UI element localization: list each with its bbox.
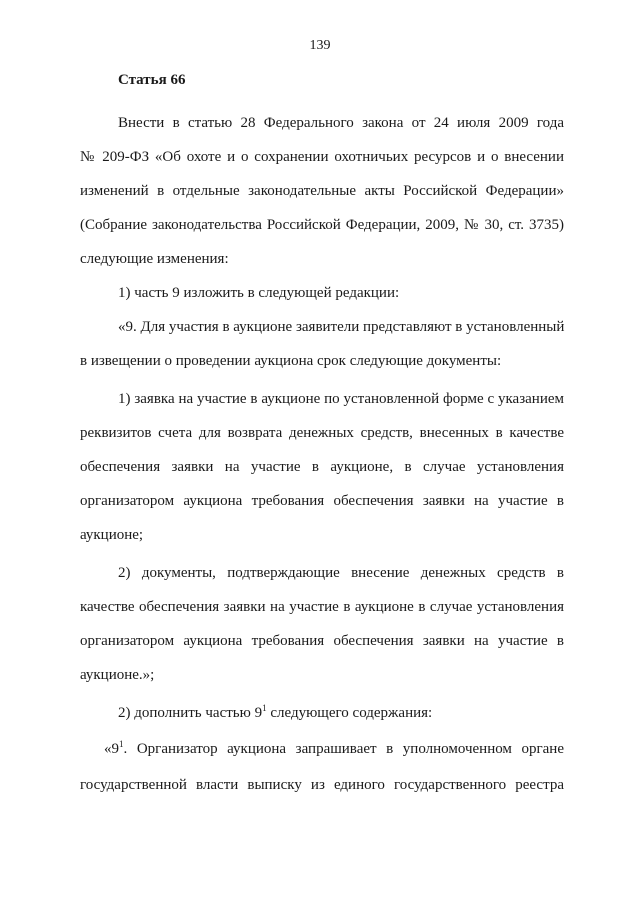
list-item-line: 1) заявка на участие в аукционе по установленной форме с указанием bbox=[118, 391, 564, 407]
paragraph-line: Внести в статью 28 Федерального закона от 24 июля 2009 года bbox=[118, 115, 564, 131]
paragraph-line: № 209-ФЗ «Об охоте и о сохранении охотничьих ресурсов и о внесении bbox=[80, 149, 564, 165]
superscript: 1 bbox=[262, 703, 267, 713]
list-item-line: реквизитов счета для возврата денежных средств, внесенных в качестве bbox=[80, 425, 564, 441]
list-item-line: аукционе.»; bbox=[80, 667, 155, 683]
line-text: следующего содержания: bbox=[266, 705, 433, 721]
list-item-line: организатором аукциона требования обеспечения заявки на участие в bbox=[80, 493, 564, 509]
superscript: 1 bbox=[119, 739, 124, 749]
article-title: Статья 66 bbox=[118, 72, 186, 88]
list-item-line: организатором аукциона требования обеспечения заявки на участие в bbox=[80, 633, 564, 649]
list-item-line: обеспечения заявки на участие в аукционе, в случае установления bbox=[80, 459, 564, 475]
paragraph-line: изменений в отдельные законодательные акты Российской Федерации» bbox=[80, 183, 564, 199]
quote-line: государственной власти выписку из единого государственного реестра bbox=[80, 777, 564, 793]
page-number: 139 bbox=[309, 38, 331, 53]
quote-line: «9. Для участия в аукционе заявители представляют в установленный bbox=[118, 319, 565, 335]
quote-line: в извещении о проведении аукциона срок следующие документы: bbox=[80, 353, 502, 369]
quote-line bbox=[104, 740, 564, 758]
paragraph-line: следующие изменения: bbox=[80, 251, 229, 267]
line-text: 2) дополнить частью 9 bbox=[118, 705, 263, 721]
line-text: «9 bbox=[104, 741, 119, 757]
list-item-line: 1) часть 9 изложить в следующей редакции: bbox=[118, 285, 400, 301]
list-item-line bbox=[118, 704, 432, 722]
line-text: . Организатор аукциона запрашивает в уполномоченном органе bbox=[123, 741, 564, 757]
paragraph-line: (Собрание законодательства Российской Федерации, 2009, № 30, ст. 3735) bbox=[80, 217, 564, 233]
list-item-line: аукционе; bbox=[80, 527, 144, 543]
list-item-line: 2) документы, подтверждающие внесение денежных средств в bbox=[118, 565, 564, 581]
list-item-line: качестве обеспечения заявки на участие в аукционе в случае установления bbox=[80, 599, 564, 615]
